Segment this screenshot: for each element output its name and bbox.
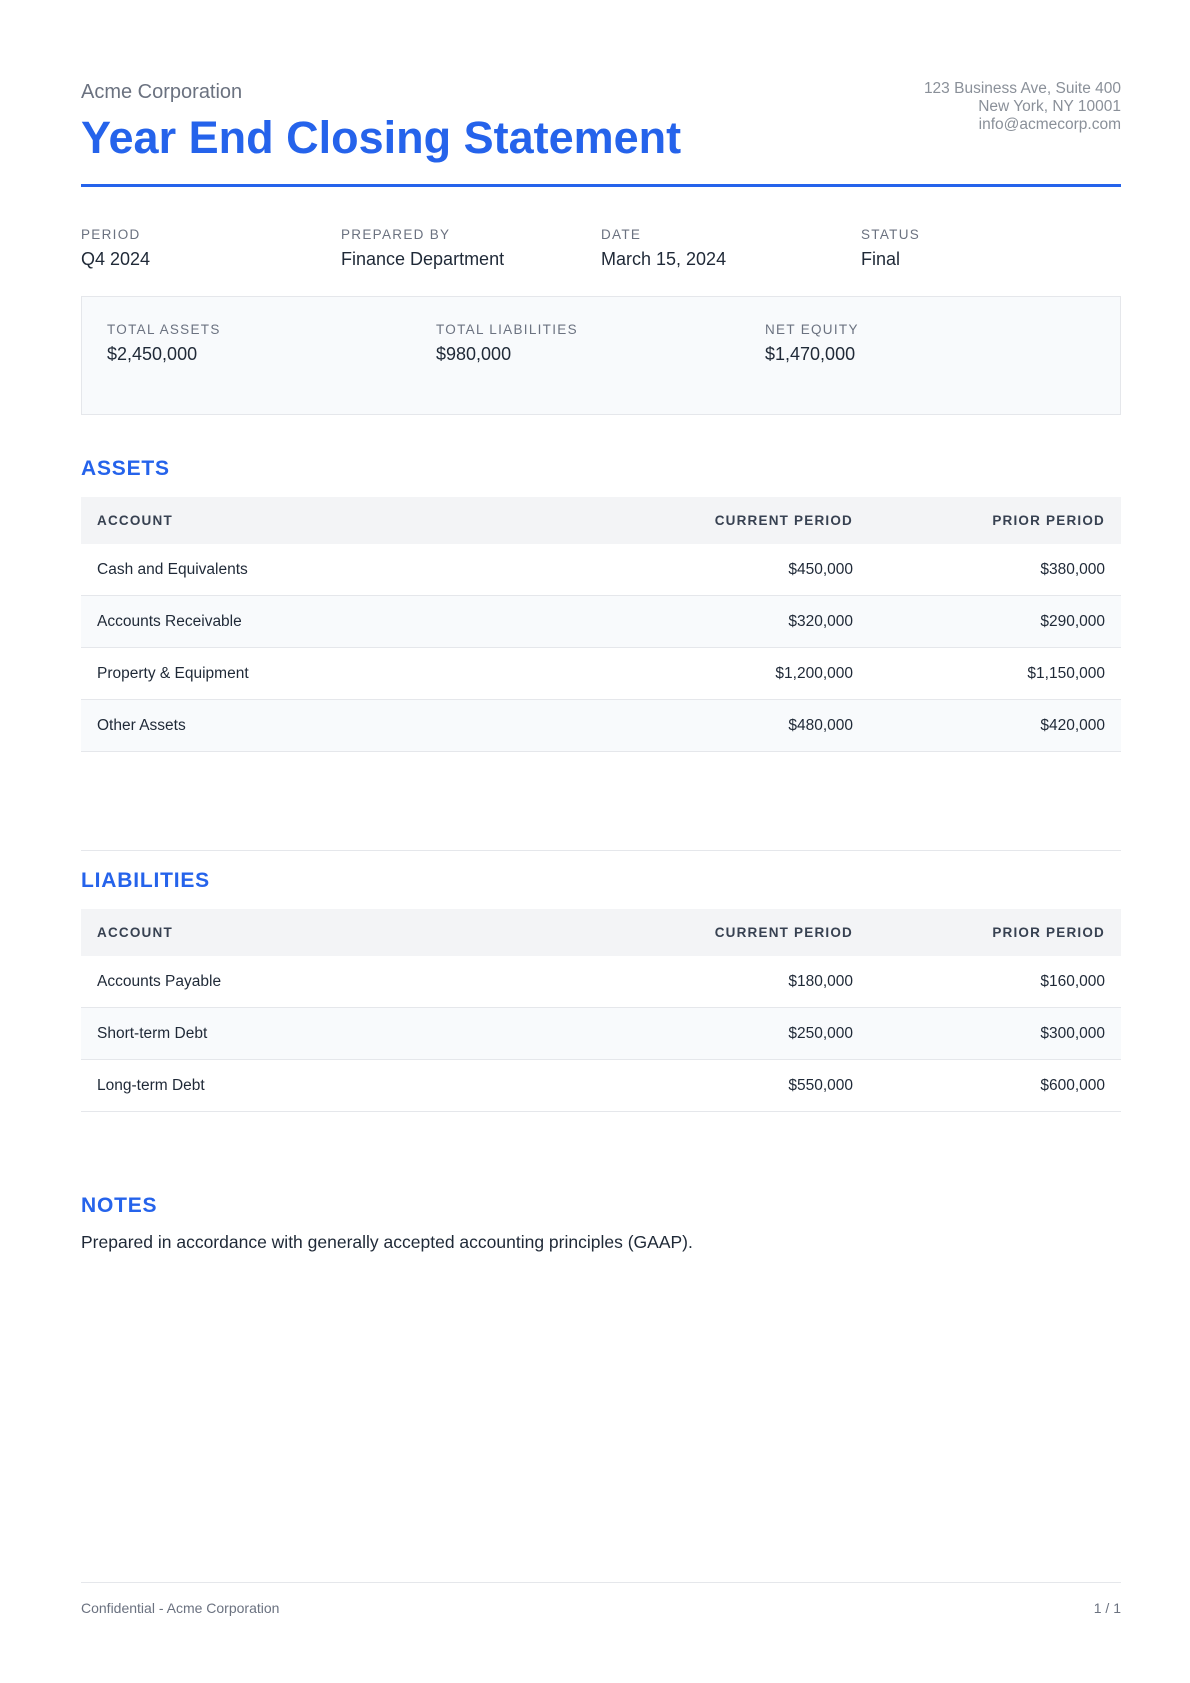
table-row (81, 1008, 1121, 1060)
prior-period-cell: $380,000 (869, 544, 1121, 596)
current-period-cell: $480,000 (601, 700, 869, 752)
summary-net-equity (765, 322, 859, 365)
table-header-row (81, 909, 1121, 956)
column-header-prior-period: PRIOR PERIOD (869, 909, 1121, 956)
column-header-account: ACCOUNT (81, 909, 601, 956)
meta-prepared-by (341, 227, 504, 270)
address-line-1: 123 Business Ave, Suite 400 (923, 80, 1121, 97)
meta-label: STATUS (861, 227, 921, 242)
table-row (81, 596, 1121, 648)
section-divider (81, 850, 1121, 851)
column-header-prior-period: PRIOR PERIOD (869, 497, 1121, 544)
meta-value: Finance Department (341, 249, 505, 269)
prior-period-cell: $290,000 (869, 596, 1121, 648)
meta-value: March 15, 2024 (601, 249, 727, 269)
account-cell: Accounts Payable (81, 956, 601, 1008)
company-email[interactable]: info@acmecorp.com (978, 116, 1121, 133)
summary-value: $1,470,000 (765, 344, 856, 364)
liabilities-section-title: LIABILITIES (81, 869, 210, 892)
account-cell: Accounts Receivable (81, 596, 601, 648)
header-rule (81, 184, 1121, 187)
current-period-cell: $1,200,000 (601, 648, 869, 700)
summary-total-liabilities (436, 322, 578, 365)
address-line-2: New York, NY 10001 (978, 98, 1121, 115)
meta-value: Final (861, 249, 901, 269)
document-footer (81, 1600, 1121, 1630)
table-header-row (81, 497, 1121, 544)
column-header-current-period: CURRENT PERIOD (601, 909, 869, 956)
current-period-cell: $450,000 (601, 544, 869, 596)
assets-table (81, 497, 1121, 752)
assets-section-title: ASSETS (81, 457, 170, 480)
column-header-account: ACCOUNT (81, 497, 601, 544)
company-address (924, 80, 1121, 134)
summary-label: TOTAL ASSETS (107, 322, 221, 337)
table-row (81, 700, 1121, 752)
current-period-cell: $250,000 (601, 1008, 869, 1060)
table-row (81, 1060, 1121, 1112)
document-title: Year End Closing Statement (81, 112, 682, 163)
meta-label: DATE (601, 227, 642, 242)
prior-period-cell: $420,000 (869, 700, 1121, 752)
account-cell: Long-term Debt (81, 1060, 601, 1112)
account-cell: Property & Equipment (81, 648, 601, 700)
notes-text: Prepared in accordance with generally accepted accounting principles (GAAP). (81, 1232, 693, 1252)
footer-confidential-label: Confidential - Acme Corporation (81, 1600, 280, 1616)
meta-status (861, 227, 920, 270)
notes-section-title: NOTES (81, 1194, 158, 1217)
meta-period (81, 227, 150, 270)
document-header (81, 78, 1121, 188)
meta-label: PERIOD (81, 227, 141, 242)
summary-label: NET EQUITY (765, 322, 859, 337)
meta-date (601, 227, 726, 270)
summary-value: $2,450,000 (107, 344, 198, 364)
account-cell: Short-term Debt (81, 1008, 601, 1060)
current-period-cell: $180,000 (601, 956, 869, 1008)
summary-label: TOTAL LIABILITIES (436, 322, 578, 337)
summary-total-assets (107, 322, 221, 365)
page-number: 1 / 1 (1093, 1600, 1121, 1616)
summary-value: $980,000 (436, 344, 512, 364)
liabilities-table (81, 909, 1121, 1112)
table-row (81, 544, 1121, 596)
meta-value: Q4 2024 (81, 249, 151, 269)
account-cell: Other Assets (81, 700, 601, 752)
table-row (81, 648, 1121, 700)
current-period-cell: $320,000 (601, 596, 869, 648)
prior-period-cell: $300,000 (869, 1008, 1121, 1060)
prior-period-cell: $160,000 (869, 956, 1121, 1008)
statement-page (81, 0, 1121, 1683)
prior-period-cell: $600,000 (869, 1060, 1121, 1112)
summary-box (81, 296, 1121, 415)
company-name: Acme Corporation (81, 81, 243, 103)
meta-info (81, 227, 1121, 271)
column-header-current-period: CURRENT PERIOD (601, 497, 869, 544)
account-cell: Cash and Equivalents (81, 544, 601, 596)
table-row (81, 956, 1121, 1008)
prior-period-cell: $1,150,000 (869, 648, 1121, 700)
current-period-cell: $550,000 (601, 1060, 869, 1112)
meta-label: PREPARED BY (341, 227, 451, 242)
footer-divider (81, 1582, 1121, 1583)
